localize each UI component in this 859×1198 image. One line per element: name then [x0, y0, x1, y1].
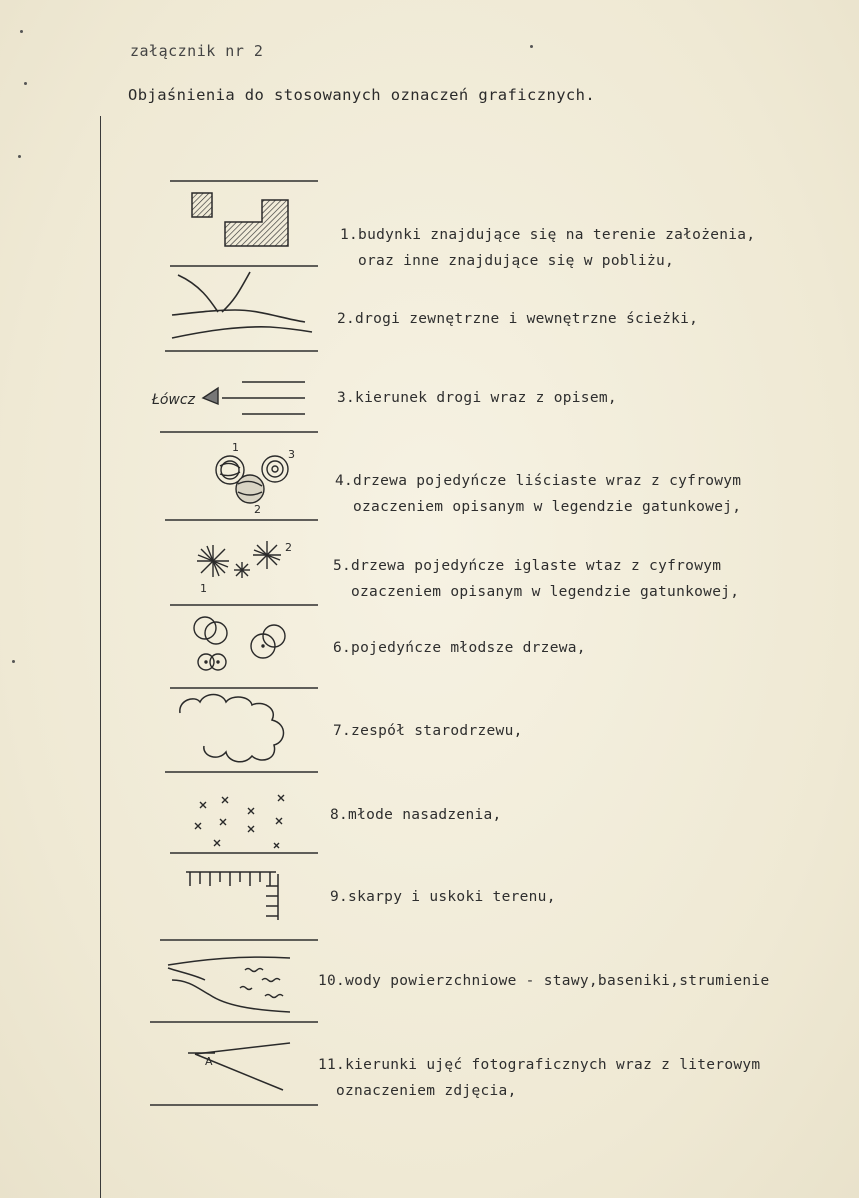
legend-item	[333, 553, 739, 605]
old-tree-stand-symbol	[180, 695, 284, 762]
legend-item	[318, 1052, 760, 1104]
tree-number: 1	[200, 582, 207, 595]
young-trees-symbol	[194, 617, 285, 670]
road-label: Łówcz	[152, 392, 195, 408]
tree-number: 1	[232, 441, 239, 454]
page-title: Objaśnienia do stosowanych oznaczeń graficznych.	[128, 86, 596, 104]
legend-text: 4.drzewa pojedyńcze liściaste wraz z cyfrowym	[335, 473, 742, 489]
legend-item	[340, 222, 755, 274]
legend-text: 2.drogi zewnętrzne i wewnętrzne ścieżki,	[337, 311, 699, 327]
road-symbol	[172, 272, 312, 338]
tree-number: 3	[288, 448, 295, 461]
legend-item	[337, 306, 698, 332]
legend-text: 3.kierunek drogi wraz z opisem,	[337, 390, 617, 406]
young-plantings-symbol	[195, 795, 284, 848]
tree-number: 2	[285, 541, 292, 554]
legend-item	[330, 802, 502, 828]
annex-label: załącznik nr 2	[130, 42, 264, 60]
photo-letter: A	[205, 1055, 213, 1068]
legend-text: 7.zespół starodrzewu,	[333, 723, 523, 739]
legend-text: 8.młode nasadzenia,	[330, 807, 502, 823]
coniferous-trees-symbol	[197, 541, 292, 595]
legend-text: 10.wody powierzchniowe - stawy,baseniki,strumienie	[318, 973, 770, 989]
road-direction-symbol	[151, 382, 305, 414]
legend-item	[330, 884, 556, 910]
legend-item	[333, 635, 586, 661]
legend-text: 1.budynki znajdujące się na terenie założenia,	[340, 227, 756, 243]
legend-text: 11.kierunki ujęć fotograficznych wraz z literowym	[318, 1057, 761, 1073]
legend-text: ozaczeniem opisanym w legendzie gatunkowej,	[351, 584, 740, 600]
deciduous-trees-symbol	[216, 441, 295, 516]
legend-text: 6.pojedyńcze młodsze drzewa,	[333, 640, 586, 656]
legend-text: oraz inne znajdujące się w pobliżu,	[358, 253, 675, 269]
legend-item	[318, 968, 770, 994]
legend-text: 9.skarpy i uskoki terenu,	[330, 889, 556, 905]
legend-text: oznaczeniem zdjęcia,	[336, 1083, 517, 1099]
legend-item	[337, 385, 617, 411]
tree-number: 2	[254, 503, 261, 516]
legend-text: 5.drzewa pojedyńcze iglaste wtaz z cyfrowym	[333, 558, 722, 574]
building-symbol	[192, 193, 288, 246]
slopes-symbol	[186, 872, 278, 920]
legend-item	[335, 468, 741, 520]
photo-direction-symbol	[188, 1043, 290, 1090]
legend-item	[333, 718, 523, 744]
surface-waters-symbol	[168, 957, 290, 1012]
legend-text: ozaczeniem opisanym w legendzie gatunkowej,	[353, 499, 742, 515]
